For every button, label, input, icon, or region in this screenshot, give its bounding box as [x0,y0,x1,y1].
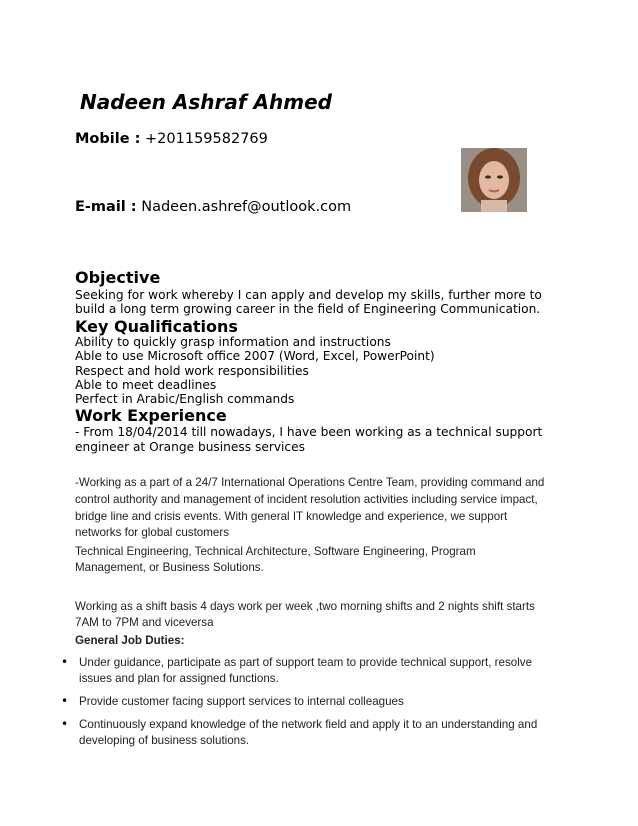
email-line [75,199,351,215]
work-paragraph-line: bridge line and crisis events. With general IT knowledge and experience, we support [75,510,508,523]
work-paragraph-line: -Working as a part of a 24/7 International Operations Centre Team, providing command and [75,476,545,489]
duty-item-line: Continuously expand knowledge of the network field and apply it to an understanding and [79,718,538,731]
objective-line: Seeking for work whereby I can apply and develop my skills, further more to [75,288,542,302]
work-intro-line: engineer at Orange business services [75,440,305,454]
duty-item-line: Provide customer facing support services to internal colleagues [79,695,404,708]
work-paragraph-line: control authority and management of incident resolution activities including service impact, [75,493,538,506]
bullet-dot-icon: • [61,655,69,669]
work-paragraph-line: Management, or Business Solutions. [75,561,264,574]
duty-item-line: Under guidance, participate as part of support team to provide technical support, resolve [79,656,533,669]
duty-item-line: developing of business solutions. [79,734,250,747]
bullet-dot-icon: • [61,717,69,731]
email-value[interactable]: Nadeen.ashref@outlook.com [136,199,352,215]
work-paragraph-line: Working as a shift basis 4 days work per week ,two morning shifts and 2 nights shift starts [75,600,535,613]
qualification-item: Perfect in Arabic/English commands [75,392,295,406]
bullet-dot-icon: • [61,694,69,708]
qualifications-heading: Key Qualifications [75,317,238,336]
work-paragraph-line: 7AM to 7PM and viceversa [75,616,214,629]
work-experience-heading: Work Experience [75,406,227,425]
duty-item-line: issues and plan for assigned functions. [79,672,279,685]
objective-heading: Objective [75,268,161,287]
mobile-label: Mobile : [75,131,141,147]
candidate-name: Nadeen Ashraf Ahmed [80,90,332,114]
mobile-value: +201159582769 [140,131,268,147]
qualification-item: Respect and hold work responsibilities [75,364,309,378]
profile-photo-image [461,148,527,212]
mobile-line [75,131,268,147]
duties-heading: General Job Duties: [75,634,185,647]
qualification-item: Ability to quickly grasp information and instructions [75,335,391,349]
objective-line: build a long term growing career in the field of Engineering Communication. [75,302,541,316]
work-intro-line: - From 18/04/2014 till nowadays, I have been working as a technical support [75,425,543,439]
qualification-item: Able to use Microsoft office 2007 (Word, Excel, PowerPoint) [75,349,435,363]
profile-photo [461,148,527,212]
work-paragraph-line: Technical Engineering, Technical Architecture, Software Engineering, Program [75,545,476,558]
work-paragraph-line: networks for global customers [75,526,230,539]
email-label: E-mail : [75,199,137,215]
qualification-item: Able to meet deadlines [75,378,217,392]
